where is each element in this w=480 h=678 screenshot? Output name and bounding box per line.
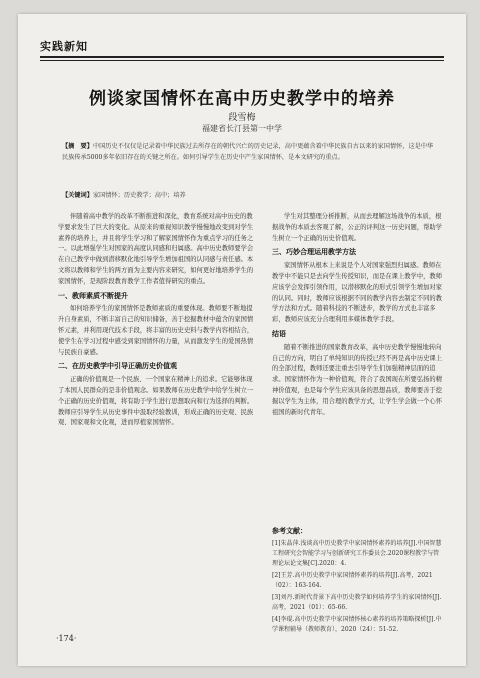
page-header: [40, 38, 444, 68]
section-heading-3: 三、巧妙合理运用教学方法: [272, 248, 356, 257]
author-affiliation: 福建省长汀县第一中学: [202, 124, 282, 133]
abstract: [62, 142, 436, 163]
section-3-paragraph: 家国情怀从根本上来说是个人对国家强烈归属感。教师在教学中不能只是去向学生传授知识，而是在课上教学中，教师应该学会发挥引领作用，以潜移默化的形式引领学生增加对家的认同。同时，教师应该根据不同的教学内容去制定不同的教学方法和方式。随着科技的不断进步，教学的方式也丰富多彩，教师应该充分合理利用多媒体教学手段。: [272, 262, 443, 324]
references: [272, 526, 444, 636]
right-column: [272, 212, 444, 520]
conclusion-heading: 结语: [272, 329, 286, 338]
page-number: ·174·: [56, 634, 77, 643]
reference-item: [2]王芳.高中历史教学中家国情怀素养的培养[J].高考，2021（02）：163-164.: [272, 572, 433, 589]
right-paragraph-1: 学生对其整理分析推断，从而去理解这场战争的本质，根据战争的本质去客观了解，公正的评判这一历史问题，帮助学生树立一个正确的历史价值观。: [272, 213, 443, 242]
keywords-text: 家国情怀；历史教学；高中；培养: [92, 192, 186, 199]
abstract-text: 中国历史不仅仅是记录着中华民族过去所存在的朝代兴亡的历史记录，高中更蕴含着中华民族自古以来的家国情怀，这是中华民族传承5000多年依旧存在的关键之所在。如何引导学生在历史中产生家国情怀，是本文研究的重点。: [62, 143, 434, 161]
keywords-label: 【关键词】: [62, 192, 93, 199]
reference-item: [4]李琨.高中历史教学中家国情怀核心素养的培养策略探析[J].中学课程辅导（教师教育），2020（24）：51-52.: [272, 616, 442, 633]
header-rule-thick: [40, 56, 444, 58]
reference-item: [3]刘丹.新时代背景下高中历史教学如何培养学生的家国情怀[J].高考，2021（01）：65-66.: [272, 594, 442, 611]
journal-page: [18, 14, 466, 666]
keywords: [62, 190, 436, 199]
section-2-paragraph: 正确的价值观是一个民族、一个国家在精神上的追求。它能够体现了本国人民群众的是非价值观念。如果教师在历史教学中给学生树立一个正确的历史价值观，将有助于学生进行思想取向和行为选择的判断。教师应引导学生从历史事件中汲取经验教训，形成正确的历史观、民族观、国家观和文化观，进而厚植家国情怀。: [58, 376, 254, 427]
conclusion-paragraph: 随着不断推进的国家教育改革，高中历史教学慢慢地转向自己的方向，明白了单纯知识的传授已经不再是高中历史课上的全部过程，教师还要注重去引导学生们加强精神层面的追求。国家情怀作为一种价值观，符合了我国现在所要弘扬的精神价值观，也是每个学生应该具备的思想品质，教师要善于挖掘以学生为主体，用合理的教学方式，让学生学会做一个心怀祖国的新时代青年。: [272, 343, 443, 416]
section-1-paragraph: 如何培养学生的家国情怀是教师素质的重要体现。教师要不断地提升自身素质，不断丰富自己的知识储备，善于挖掘教材中蕴含的家国情怀元素，并利用现代技术手段，将丰富的历史史料与教学内容相结合，使学生在学习过程中感受到家国情怀的力量，从而激发学生的爱国热情与民族自豪感。: [58, 305, 254, 356]
intro-paragraph: 伴随着高中教学的改革不断推进和深化，教育系统对高中历史的教学要求发生了巨大的变化。从原来的重视知识教学慢慢地改变到对学生素养的培养上，并且将学生学习和了解家国情怀作为重点学习的任务之一。以此增强学生对国家的高度认同感和归属感。高中历史教师要学会在自己教学中做到潜移默化地引导学生增加祖国的认同感与责任感。本文将以教师和学生的两方面为主要内容来研究，如何更好地培养学生的家国情怀，是现阶段教育教学工作者值得研究的重点。: [58, 213, 254, 285]
references-title: 参考文献：: [272, 527, 307, 535]
article-title: 例谈家国情怀在高中历史教学中的培养: [89, 89, 395, 109]
section-heading-1: 一、教师素质不断提升: [58, 291, 128, 300]
author-name: 段雪梅: [228, 113, 256, 123]
section-label: 实践新知: [40, 40, 88, 53]
section-heading-2: 二、在历史教学中引导正确历史价值观: [58, 362, 177, 371]
left-column: [58, 212, 255, 632]
abstract-label: 【摘 要】: [62, 143, 93, 150]
header-rule-thin: [40, 60, 444, 61]
reference-item: [1]朱晶萍.浅谈高中历史教学中家国情怀素养的培养[J].中国智慧工程研究会智能学习与创新研究工作委员会.2020课程教学与管理论坛论文集[C].2020：4.: [272, 540, 442, 567]
